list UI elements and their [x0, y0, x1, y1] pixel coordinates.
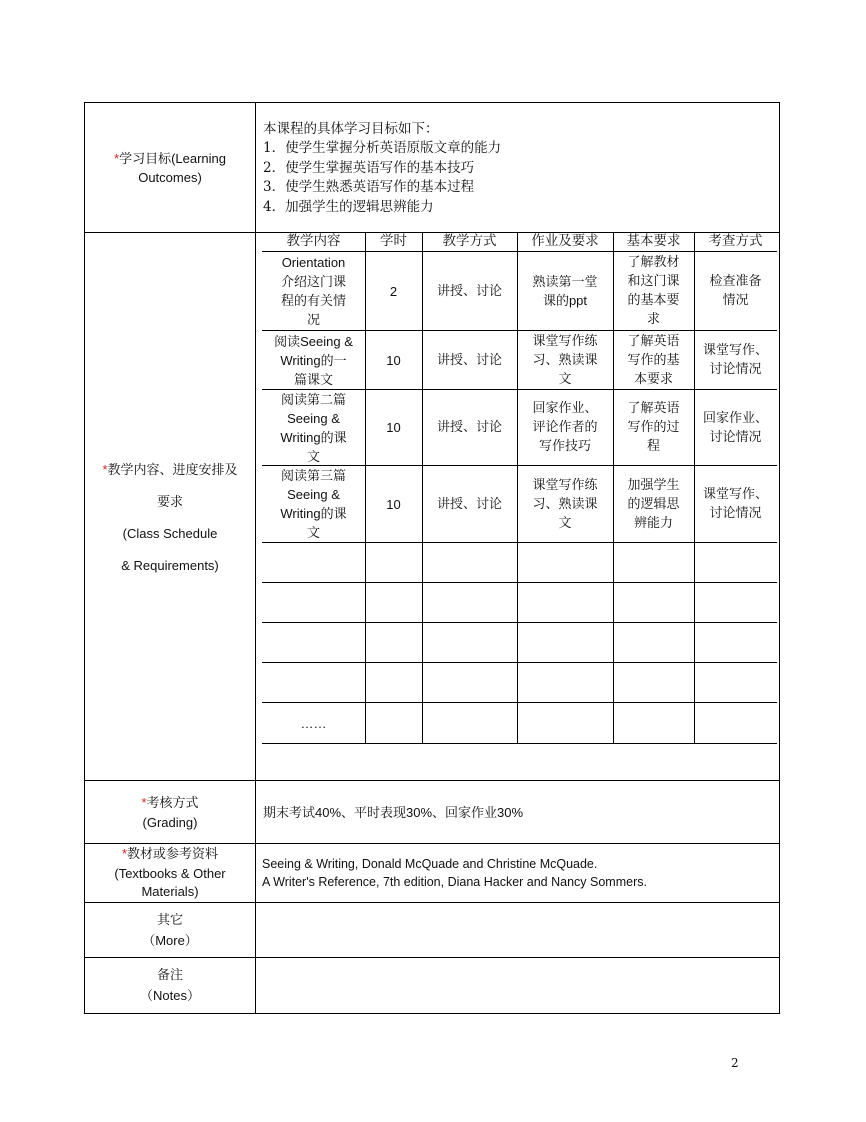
table-cell: 2	[389, 283, 398, 299]
table-border-top	[84, 102, 780, 103]
outcomes-intro: 本课程的具体学习目标如下：	[263, 121, 439, 137]
table-cell: 课堂写作、 讨论情况	[702, 487, 768, 521]
table-cell: 讲授、讨论	[436, 283, 502, 299]
table-cell: 讲授、讨论	[436, 420, 502, 435]
table-cell: 阅读第二篇 Seeing & Writing的课 文	[280, 391, 347, 464]
row-divider	[84, 957, 780, 958]
outcome-item: 4．加强学生的逻辑思辨能力	[263, 199, 434, 215]
table-cell: 回家作业、 讨论情况	[702, 410, 768, 445]
col-header-assessment: 考查方式	[708, 233, 763, 249]
outcome-item: 3．使学生熟悉英语写作的基本过程	[263, 179, 475, 195]
inner-grid-line	[262, 743, 777, 744]
table-border-bottom	[84, 1013, 780, 1014]
inner-grid-line	[262, 622, 777, 623]
row-divider	[84, 780, 780, 781]
col-header-requirement: 基本要求	[626, 233, 681, 249]
table-cell: 阅读Seeing & Writing的一 篇课文	[274, 333, 353, 387]
grading-label: *考核方式 (Grading)	[141, 795, 199, 830]
table-cell: 课堂写作、 讨论情况	[702, 343, 768, 377]
col-header-hours: 学时	[380, 233, 407, 249]
schedule-label: *教学内容、进度安排及 要求 (Class Schedule & Requirements)	[102, 462, 238, 573]
table-cell: 课堂写作练 习、熟读课 文	[532, 333, 598, 387]
table-ellipsis: ……	[300, 715, 327, 731]
inner-grid-line	[262, 582, 777, 583]
table-cell: 10	[386, 496, 401, 512]
outcomes-label: *学习目标(Learning Outcomes)	[114, 151, 226, 185]
table-cell: 加强学生 的逻辑思 辨能力	[627, 477, 680, 531]
table-cell: 了解英语 写作的基 本要求	[627, 333, 680, 387]
materials-line: Seeing & Writing, Donald McQuade and Christine McQuade.	[262, 857, 598, 871]
table-cell: 检查准备 情况	[709, 274, 762, 308]
table-cell: Orientation 介绍这门课 程的有关情 况	[280, 255, 346, 327]
row-divider	[84, 902, 780, 903]
table-cell: 10	[386, 352, 401, 368]
inner-grid-line	[262, 662, 777, 663]
table-cell: 讲授、讨论	[436, 352, 502, 368]
row-divider	[84, 843, 780, 844]
col-header-content: 教学内容	[286, 233, 341, 249]
inner-grid-line	[262, 542, 777, 543]
table-cell: 10	[386, 420, 401, 435]
col-header-method: 教学方式	[442, 233, 497, 249]
col-header-homework: 作业及要求	[531, 233, 599, 249]
table-cell: 课堂写作练 习、熟读课 文	[532, 477, 598, 531]
page-number: 2	[731, 1056, 739, 1070]
grading-value: 期末考试40%、平时表现30%、回家作业30%	[263, 805, 524, 820]
materials-line: A Writer's Reference, 7th edition, Diana Hacker and Nancy Sommers.	[262, 875, 647, 889]
more-label: 其它 （More）	[142, 913, 198, 948]
notes-label: 备注 （Notes）	[140, 968, 200, 1003]
table-cell: 了解教材 和这门课 的基本要 求	[627, 255, 680, 327]
materials-label: *教材或参考资料 (Textbooks & Other Materials)	[114, 846, 226, 899]
table-cell: 阅读第三篇 Seeing & Writing的课 文	[280, 468, 347, 540]
label-column-divider	[255, 102, 256, 1014]
outcome-item: 1．使学生掌握分析英语原版文章的能力	[263, 140, 502, 156]
table-cell: 了解英语 写作的过 程	[627, 401, 680, 454]
table-cell: 熟读第一堂 课的ppt	[532, 274, 598, 308]
table-cell: 讲授、讨论	[436, 496, 502, 512]
outcome-item: 2．使学生掌握英语写作的基本技巧	[263, 160, 475, 176]
table-border-right	[779, 102, 780, 1014]
table-cell: 回家作业、 评论作者的 写作技巧	[532, 401, 598, 454]
